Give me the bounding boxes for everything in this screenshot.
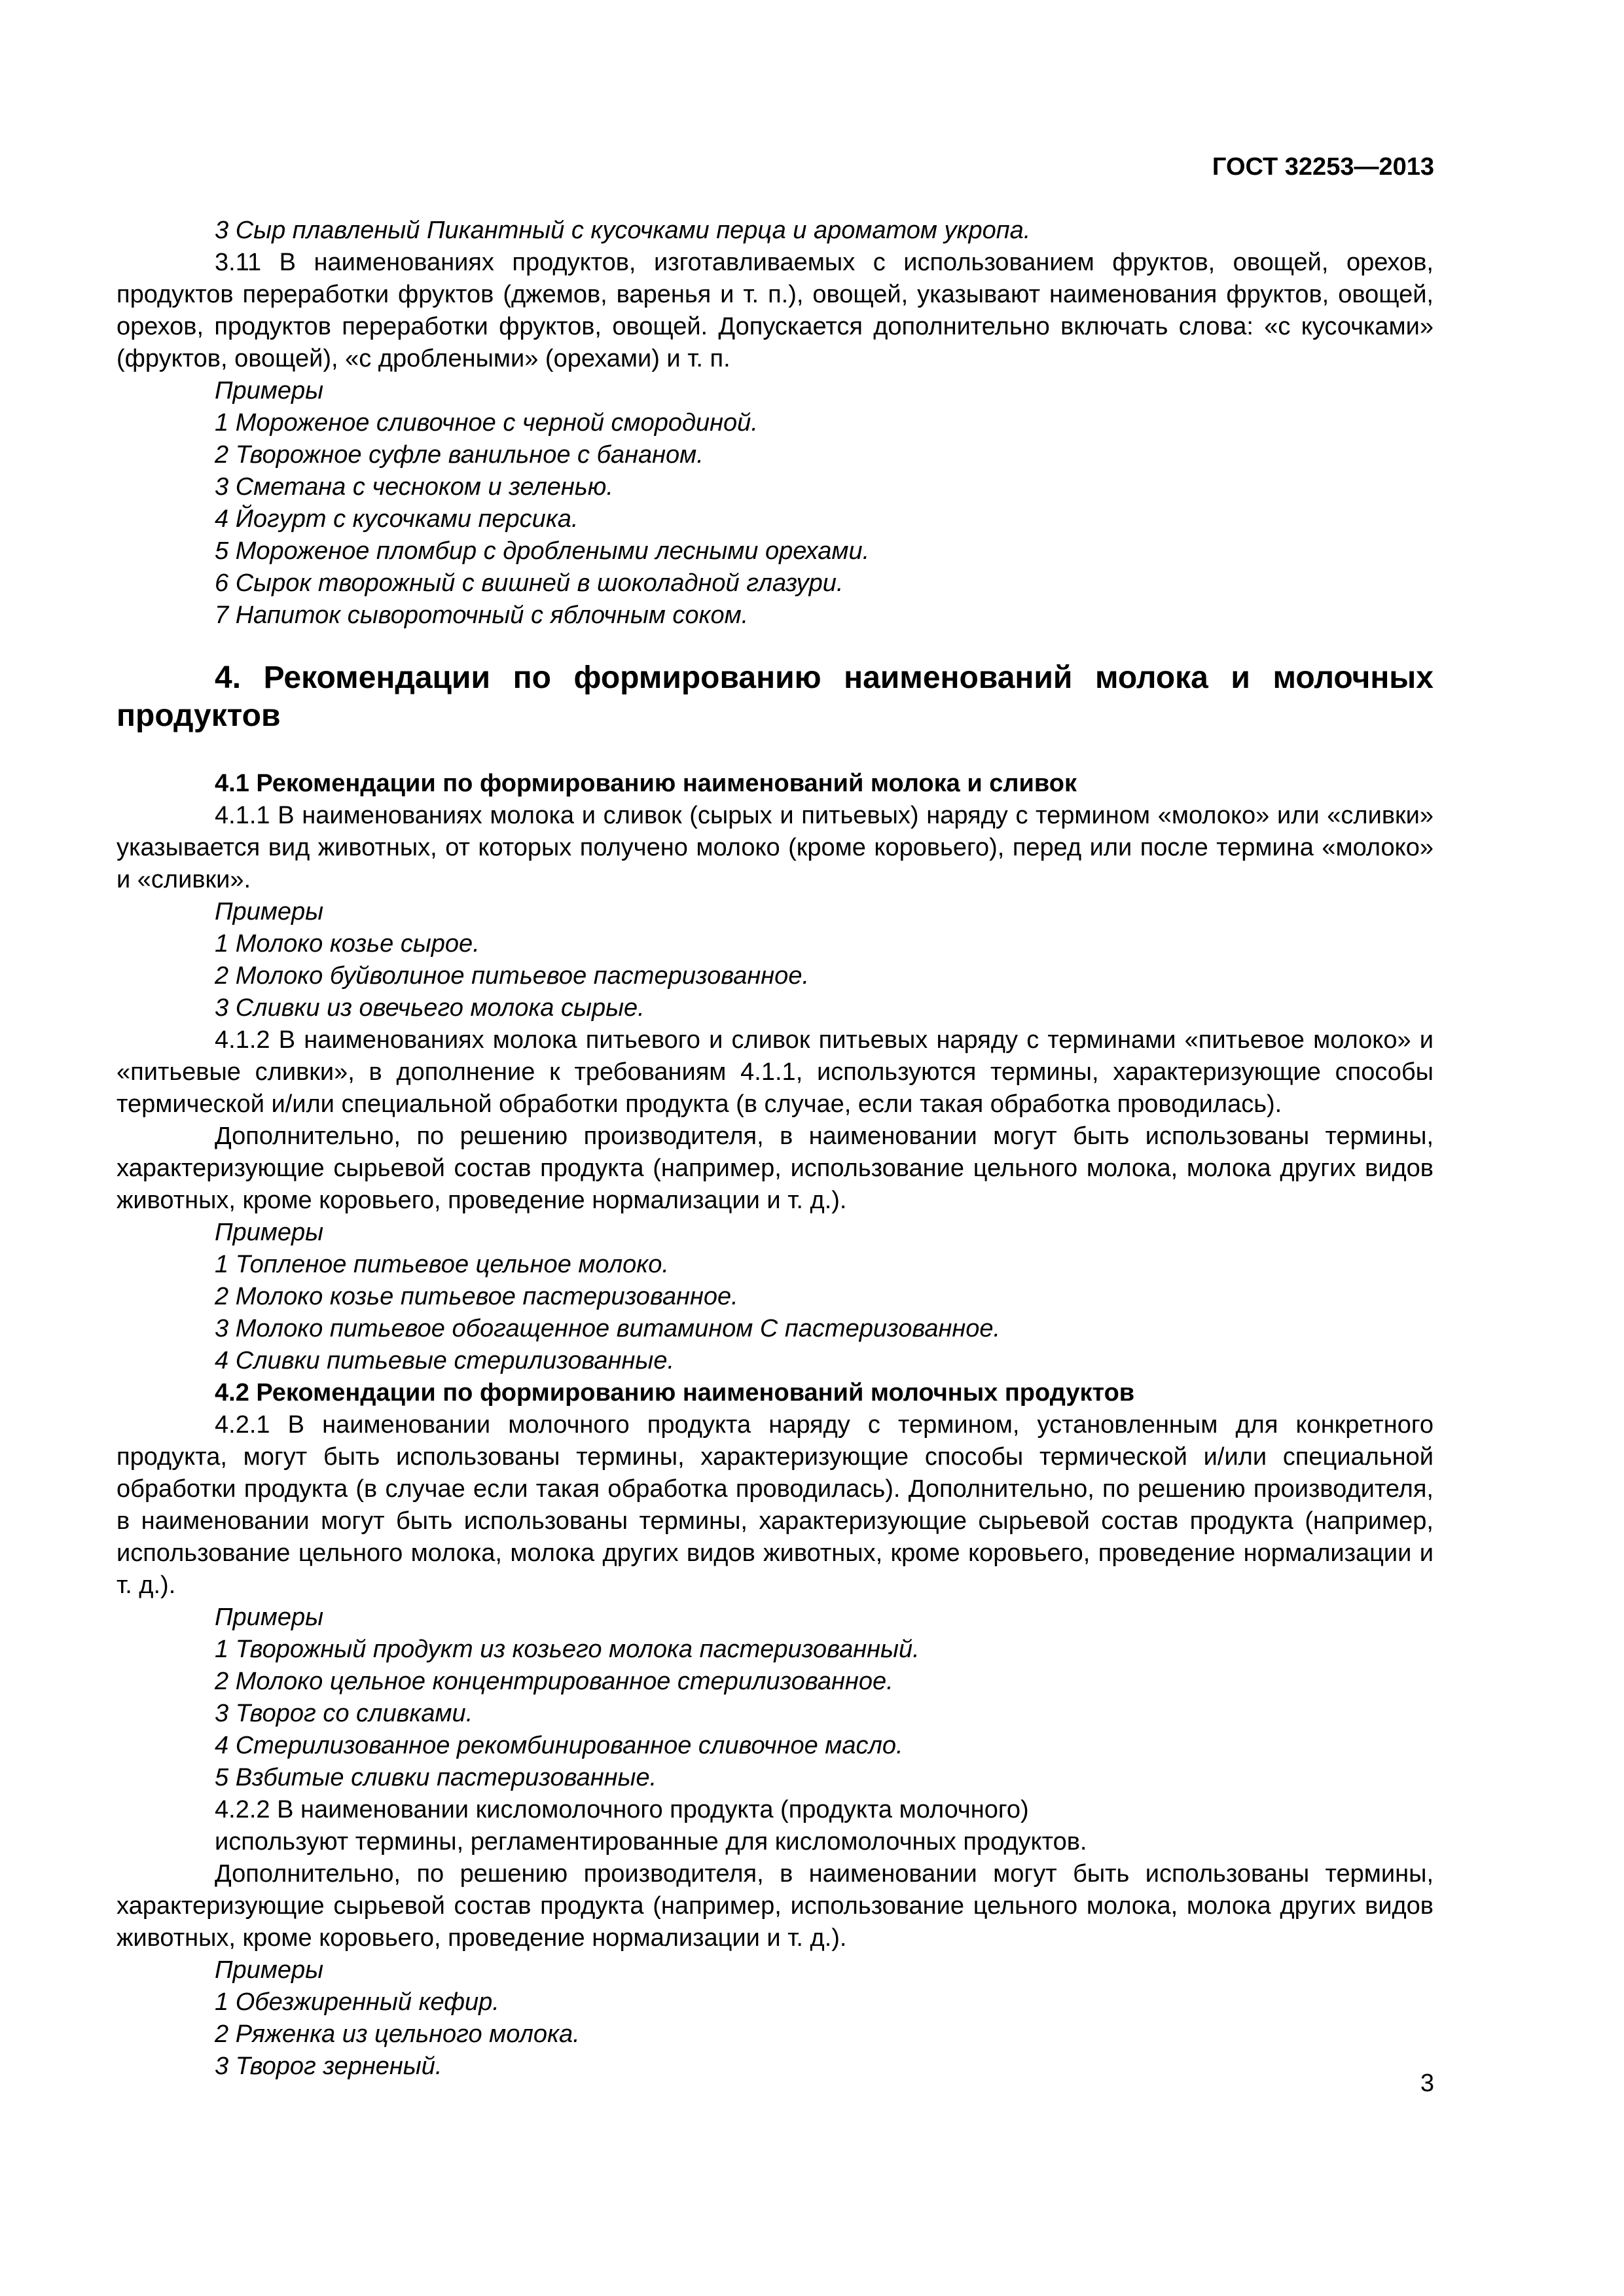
- paragraph-4-2-2-continued: используют термины, регламентированные для кисломолочных продуктов.: [215, 1828, 1087, 1856]
- paragraph-4-1-2: 4.1.2 В наименованиях молока питьевого и сливок питьевых наряду с терминами «питьевое молоко» и «питьевые сливки», в дополнение к требованиям 4.1.1, используются термины, характеризующие способы термической и/или специальной обработки продукта (в случае, если такая обработка проводилась).: [117, 1026, 1434, 1118]
- example-item: 5 Взбитые сливки пастеризованные.: [215, 1764, 657, 1791]
- examples-label: Примеры: [215, 1956, 324, 1984]
- example-item: 4 Стерилизованное рекомбинированное сливочное масло.: [215, 1732, 903, 1759]
- example-item: 1 Топленое питьевое цельное молоко.: [215, 1251, 669, 1278]
- subsection-4-1-heading: 4.1 Рекомендации по формированию наименований молока и сливок: [215, 770, 1077, 797]
- example-item: 2 Молоко цельное концентрированное стерилизованное.: [215, 1668, 893, 1695]
- example-item: 4 Йогурт с кусочками персика.: [215, 505, 579, 533]
- page-number: 3: [1420, 2070, 1434, 2097]
- example-item: 1 Мороженое сливочное с черной смородиной.: [215, 409, 758, 437]
- example-item: 3 Сливки из овечьего молока сырые.: [215, 994, 645, 1022]
- examples-label: Примеры: [215, 1219, 324, 1246]
- example-item: 1 Молоко козье сырое.: [215, 930, 480, 958]
- example-item: 6 Сырок творожный с вишней в шоколадной глазури.: [215, 569, 844, 597]
- example-item: 2 Молоко буйволиное питьевое пастеризованное.: [215, 962, 810, 990]
- example-item: 2 Творожное суфле ванильное с бананом.: [215, 441, 704, 469]
- example-item: 3 Сметана с чесноком и зеленью.: [215, 473, 613, 501]
- paragraph-4-1-1: 4.1.1 В наименованиях молока и сливок (сырых и питьевых) наряду с термином «молоко» или «сливки» указывается вид животных, от которых получено молоко (кроме коровьего), перед или после термина «молоко» и «сливки».: [117, 802, 1434, 893]
- paragraph-4-1-2-additional: Дополнительно, по решению производителя, в наименовании могут быть использованы термины, характеризующие сырьевой состав продукта (например, использование цельного молока, молока других видов животных, кроме коровьего, проведение нормализации и т. д.).: [117, 1122, 1434, 1214]
- example-item: 5 Мороженое пломбир с дроблеными лесными орехами.: [215, 537, 870, 565]
- paragraph-4-2-2: 4.2.2 В наименовании кисломолочного продукта (продукта молочного): [215, 1796, 1029, 1823]
- paragraph-3-11: 3.11 В наименованиях продуктов, изготавливаемых с использованием фруктов, овощей, орехов, продуктов переработки фруктов (джемов, варенья и т. п.), овощей, указывают наименования фруктов, овощей, орехов, продуктов переработки фруктов, овощей. Допускается дополнительно включать слова: «с кусочками» (фруктов, овощей), «с дроблеными» (орехами) и т. п.: [117, 249, 1434, 372]
- example-item: 3 Творог зерненый.: [215, 2053, 442, 2080]
- examples-label: Примеры: [215, 898, 324, 925]
- example-item: 7 Напиток сывороточный с яблочным соком.: [215, 601, 749, 629]
- examples-label: Примеры: [215, 1604, 324, 1631]
- examples-label: Примеры: [215, 377, 324, 404]
- example-item: 3 Творог со сливками.: [215, 1700, 473, 1727]
- subsection-4-2-heading: 4.2 Рекомендации по формированию наименований молочных продуктов: [215, 1379, 1135, 1407]
- example-item: 2 Молоко козье питьевое пастеризованное.: [215, 1283, 738, 1310]
- paragraph-4-2-2-additional: Дополнительно, по решению производителя, в наименовании могут быть использованы термины, характеризующие сырьевой состав продукта (например, использование цельного молока, молока других видов животных, кроме коровьего, проведение нормализации и т. д.).: [117, 1860, 1434, 1952]
- example-item: 3 Молоко питьевое обогащенное витамином С пастеризованное.: [215, 1315, 1001, 1342]
- example-item: 1 Творожный продукт из козьего молока пастеризованный.: [215, 1636, 920, 1663]
- paragraph-4-2-1: 4.2.1 В наименовании молочного продукта наряду с термином, установленным для конкретного продукта, могут быть использованы термины, характеризующие способы термической и/или специальной обработки продукта (в случае если такая обработка проводилась). Дополнительно, по решению производителя, в наименовании могут быть использованы термины, характеризующие сырьевой состав продукта (например, использование цельного молока, молока других видов животных, кроме коровьего, проведение нормализации и т. д.).: [117, 1411, 1434, 1599]
- example-item: 2 Ряженка из цельного молока.: [215, 2020, 580, 2048]
- document-code: ГОСТ 32253—2013: [1212, 153, 1434, 181]
- example-item: 3 Сыр плавленый Пикантный с кусочками перца и ароматом укропа.: [215, 217, 1031, 244]
- example-item: 1 Обезжиренный кефир.: [215, 1988, 499, 2016]
- section-4-heading: 4. Рекомендации по формированию наименований молока и молочных продуктов: [117, 660, 1434, 733]
- example-item: 4 Сливки питьевые стерилизованные.: [215, 1347, 675, 1374]
- page-content: [117, 215, 1434, 2083]
